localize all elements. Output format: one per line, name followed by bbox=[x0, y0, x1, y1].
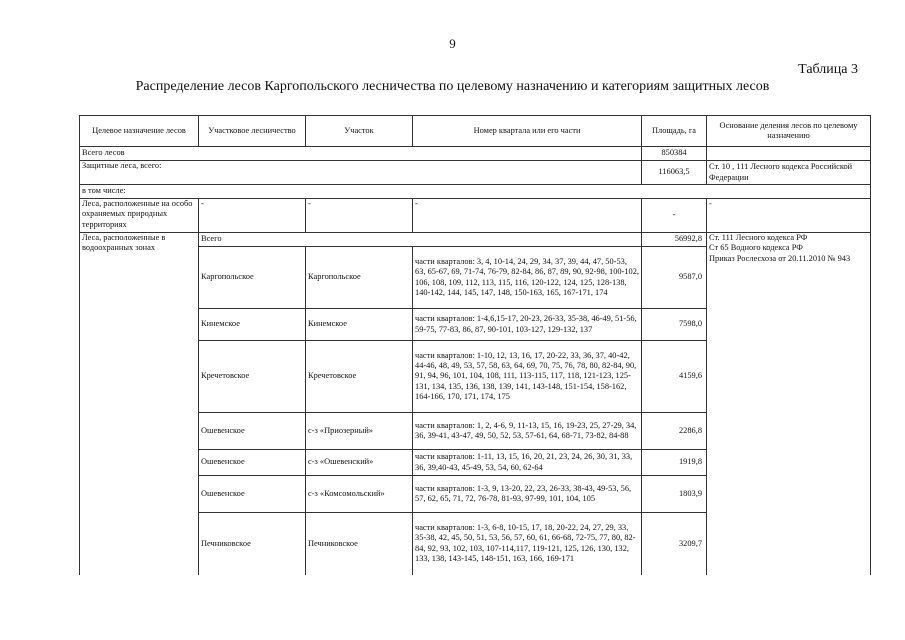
protective-row bbox=[80, 161, 871, 185]
plot-cell: с-з «Комсомольский» bbox=[306, 476, 413, 513]
quarters-cell: части кварталов: 1-11, 13, 15, 16, 20, 21, 23, 24, 26, 30, 31, 33, 36, 39,40-43, 45-49, 53, 54, 60, 62-64 bbox=[413, 450, 642, 476]
plot-cell: Каргопольское bbox=[306, 247, 413, 309]
plot-cell: с-з «Ошевенский» bbox=[306, 450, 413, 476]
water-basis: Ст. 111 Лесного кодекса РФ Ст 65 Водного кодекса РФ Приказ Рослесхоза от 20.11.2010 № 943 bbox=[707, 233, 871, 575]
area-cell: 1803,9 bbox=[642, 476, 707, 513]
quarters-cell: части кварталов: 1-3, 9, 13-20, 22, 23, 26-33, 38-43, 49-53, 56, 57, 62, 65, 71, 72, 76-78, 81-93, 97-99, 101, 104, 105 bbox=[413, 476, 642, 513]
forest-distribution-table bbox=[79, 115, 871, 575]
area-cell: 7598,0 bbox=[642, 309, 707, 341]
including-label: в том числе: bbox=[80, 185, 871, 199]
ooz-quarters: - bbox=[413, 199, 642, 233]
area-cell: 1919,8 bbox=[642, 450, 707, 476]
total-row bbox=[80, 147, 871, 161]
quarters-cell: части кварталов: 1-4,6,15-17, 20-23, 26-33, 35-38, 46-49, 51-56, 59-75, 77-83, 86, 87, 90-101, 103-127, 129-132, 137 bbox=[413, 309, 642, 341]
table-title: Распределение лесов Каргопольского лесничества по целевому назначению и категориям защитных лесов bbox=[135, 79, 770, 94]
ooz-row bbox=[80, 199, 871, 233]
district-cell: Ошевенское bbox=[199, 476, 306, 513]
area-cell: 3209,7 bbox=[642, 513, 707, 575]
quarters-cell: части кварталов: 1-10, 12, 13, 16, 17, 20-22, 33, 36, 37, 40-42, 44-46, 48, 49, 53, 57, 58, 63, 64, 69, 70, 75, 76, 78, 80, 82-84, 90, 91, 94, 96, 101, 104, 108, 111, 113-115, 117, 118, 121-123, 125-131, 134, 135, 136, 138, 139, 141, 143-148, 151-154, 158-162, 164-166, 170, 171, 174, 175 bbox=[413, 341, 642, 413]
header-purpose: Целевое назначение лесов bbox=[80, 116, 199, 147]
ooz-district: - bbox=[199, 199, 306, 233]
header-basis: Основание деления лесов по целевому назначению bbox=[707, 116, 871, 147]
header-area: Площадь, га bbox=[642, 116, 707, 147]
total-label: Всего лесов bbox=[80, 147, 642, 161]
district-cell: Ошевенское bbox=[199, 413, 306, 450]
header-quarters: Номер квартала или его части bbox=[413, 116, 642, 147]
district-cell: Ошевенское bbox=[199, 450, 306, 476]
district-cell: Печниковское bbox=[199, 513, 306, 575]
water-total-label: Всего bbox=[199, 233, 642, 247]
quarters-cell: части кварталов: 1, 2, 4-6, 9, 11-13, 15, 16, 19-23, 25, 27-29, 34, 36, 39-41, 43-47, 49, 50, 52, 53, 57-61, 64, 68-71, 73-82, 84-88 bbox=[413, 413, 642, 450]
district-cell: Каргопольское bbox=[199, 247, 306, 309]
district-cell: Кречетовское bbox=[199, 341, 306, 413]
page-number: 9 bbox=[449, 36, 456, 51]
plot-cell: с-з «Приозерный» bbox=[306, 413, 413, 450]
including-row bbox=[80, 185, 871, 199]
district-cell: Кинемское bbox=[199, 309, 306, 341]
area-cell: 9587,0 bbox=[642, 247, 707, 309]
total-area: 850384 bbox=[642, 147, 707, 161]
header-row bbox=[80, 116, 871, 147]
protective-basis: Ст. 10 , 111 Лесного кодекса Российской Федерации bbox=[707, 161, 871, 185]
ooz-area: - bbox=[642, 199, 707, 233]
area-cell: 2286,8 bbox=[642, 413, 707, 450]
ooz-plot: - bbox=[306, 199, 413, 233]
quarters-cell: части кварталов: 1-3, 6-8, 10-15, 17, 18, 20-22, 24, 27, 29, 33, 35-38, 42, 45, 50, 51, 53, 56, 57, 60, 61, 66-68, 72-75, 77, 80, 82-84, 92, 93, 102, 103, 107-114,117, 119-121, 125, 126, 130, 132, 133, 138, 143-145, 148-151, 163, 166, 169-171 bbox=[413, 513, 642, 575]
plot-cell: Печниковское bbox=[306, 513, 413, 575]
plot-cell: Кречетовское bbox=[306, 341, 413, 413]
water-label: Леса, расположенные в водоохранных зонах bbox=[80, 233, 199, 575]
quarters-cell: части кварталов: 3, 4, 10-14, 24, 29, 34, 37, 39, 44, 47, 50-53, 63, 65-67, 69, 71-74, 76-79, 82-84, 86, 87, 89, 90, 92-98, 100-102, 106, 108, 109, 112, 113, 115, 116, 120-122, 124, 125, 128-138, 140-142, 144, 145, 147, 148, 150-163, 165, 167-171, 174 bbox=[413, 247, 642, 309]
protective-label: Защитные леса, всего: bbox=[80, 161, 642, 185]
water-total-row bbox=[80, 233, 871, 247]
ooz-basis: - bbox=[707, 199, 871, 233]
water-total-area: 56992,8 bbox=[642, 233, 707, 247]
table-label: Таблица 3 bbox=[798, 62, 858, 77]
plot-cell: Кинемское bbox=[306, 309, 413, 341]
protective-area: 116063,5 bbox=[642, 161, 707, 185]
header-district: Участковое лесничество bbox=[199, 116, 306, 147]
header-plot: Участок bbox=[306, 116, 413, 147]
ooz-label: Леса, расположенные на особо охраняемых природных территориях bbox=[80, 199, 199, 233]
area-cell: 4159,6 bbox=[642, 341, 707, 413]
total-basis bbox=[707, 147, 871, 161]
